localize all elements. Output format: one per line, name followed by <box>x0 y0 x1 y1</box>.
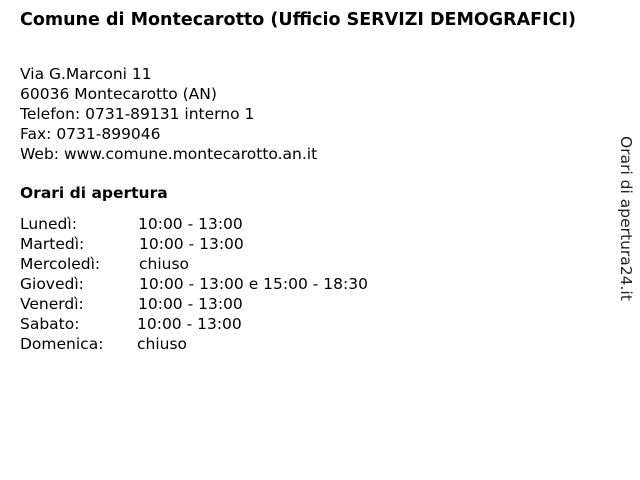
opening-hours-heading: Orari di apertura <box>20 184 168 202</box>
phone-number: Telefon: 0731-89131 interno 1 <box>20 105 255 123</box>
time-value: 10:00 - 13:00 <box>139 235 244 253</box>
site-brand-watermark: Orari di apertura24.it <box>617 136 635 301</box>
page-title: Comune di Montecarotto (Ufficio SERVIZI DEMOGRAFICI) <box>20 10 576 30</box>
street-address: Via G.Marconi 11 <box>20 65 152 83</box>
day-label: Giovedì: <box>20 275 84 293</box>
day-label: Mercoledì: <box>20 255 101 273</box>
time-value: chiuso <box>139 255 190 273</box>
day-label: Martedì: <box>20 235 85 253</box>
website-link[interactable]: Web: www.comune.montecarotto.an.it <box>20 145 318 163</box>
time-value: 10:00 - 13:00 e 15:00 - 18:30 <box>139 275 368 293</box>
city-address: 60036 Montecarotto (AN) <box>20 85 217 103</box>
day-label: Domenica: <box>20 335 104 353</box>
day-label: Sabato: <box>20 315 80 333</box>
time-value: 10:00 - 13:00 <box>137 315 242 333</box>
day-label: Lunedì: <box>20 215 77 233</box>
time-value: chiuso <box>137 335 188 353</box>
day-label: Venerdì: <box>20 295 84 313</box>
address-block <box>20 64 317 164</box>
time-value: 10:00 - 13:00 <box>138 295 243 313</box>
fax-number: Fax: 0731-899046 <box>20 125 161 143</box>
time-value: 10:00 - 13:00 <box>138 215 243 233</box>
